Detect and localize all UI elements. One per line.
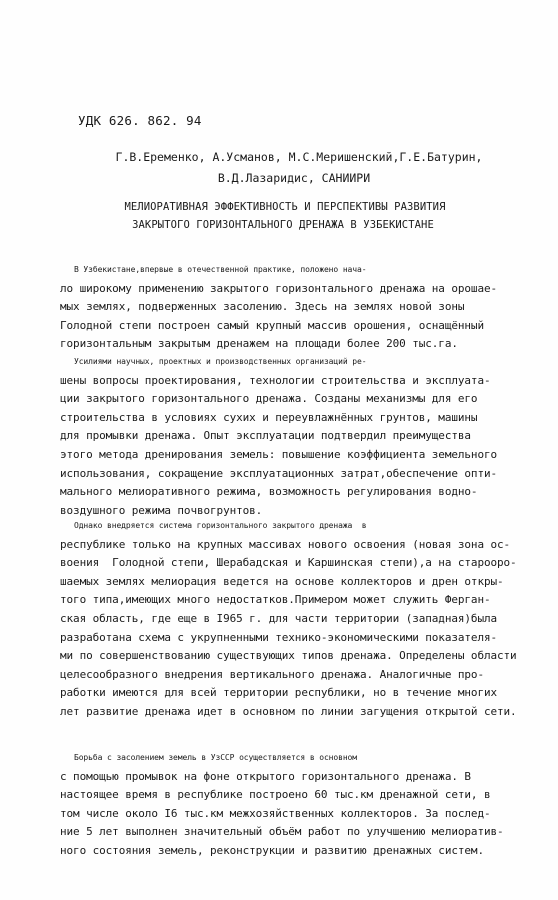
paragraph-line: ние 5 лет выполнен значительный объём работ по улучшению мелиоратив- bbox=[60, 825, 504, 839]
paragraph-4 bbox=[60, 749, 550, 861]
paragraph-line: для промывки дренажа. Опыт эксплуатации подтвердил преимущества bbox=[60, 429, 471, 443]
paragraph-line: использования, сокращение эксплуатационных затрат,обеспечение опти- bbox=[60, 466, 498, 480]
article-title-line-1: МЕЛИОРАТИВНАЯ ЭФФЕКТИВНОСТЬ И ПЕРСПЕКТИВЫ РАЗВИТИЯ bbox=[124, 201, 446, 213]
paragraph-line: мых землях, подверженных засолению. Здесь на землях новой зоны bbox=[60, 300, 465, 314]
paragraph-3 bbox=[60, 517, 550, 722]
paragraph-line: горизонтальным закрытым дренажем на площади более 200 тыс.га. bbox=[60, 337, 458, 351]
paragraph-line: ло широкому применению закрытого горизонтального дренажа на орошае- bbox=[60, 281, 498, 295]
paragraph-line: ская область, где еще в I965 г. для части территории (западная)была bbox=[60, 611, 498, 625]
paragraph-2 bbox=[60, 353, 550, 520]
paragraph-line: строительства в условиях сухих и переувлажнённых грунтов, машины bbox=[60, 410, 478, 424]
paragraph-line: ции закрытого горизонтального дренажа. Созданы механизмы для его bbox=[60, 392, 478, 406]
paragraph-line: Усилиями научных, проектных и производственных организаций ре- bbox=[74, 357, 367, 366]
paragraph-line: Однако внедряется система горизонтального закрытого дренажа в bbox=[74, 521, 367, 530]
paragraph-line: воения Голодной степи, Шерабадская и Каршинская степи),а на староорo- bbox=[60, 556, 517, 570]
paragraph-line: В Узбекистане,впервые в отечественной практике, положено нача- bbox=[74, 265, 367, 274]
authors-line-1: Г.В.Еременко, А.Усманов, М.С.Меришенский,Г.Е.Батурин, bbox=[115, 150, 483, 164]
paragraph-line: целесообразного внедрения вертикального дренажа. Аналогичные про- bbox=[60, 667, 484, 681]
authors-line-2: В.Д.Лазаридис, САНИИРИ bbox=[217, 171, 371, 185]
paragraph-line: ного состояния земель, реконструкции и развитию дренажных систем. bbox=[60, 843, 484, 857]
paragraph-line: том числе около I6 тыс.км межхозяйственных коллекторов. За послед- bbox=[60, 806, 491, 820]
paragraph-line: того типа,имеющих много недостатков.Примером может служить Ферган- bbox=[60, 593, 491, 607]
paragraph-line: шаемых землях мелиорация ведется на основе коллекторов и дрен откры- bbox=[60, 574, 504, 588]
paragraph-line: мального мелиоративного режима, возможность регулирования водно- bbox=[60, 485, 478, 499]
paragraph-line: воздушного режима почвогрунтов. bbox=[60, 503, 263, 517]
paragraph-line: работки имеются для всей территории республики, но в течение многих bbox=[60, 686, 498, 700]
paragraph-line: ми по совершенствованию существующих типов дренажа. Определены области bbox=[60, 649, 517, 663]
paragraph-line: Голодной степи построен самый крупный массив орошения, оснащённый bbox=[60, 318, 484, 332]
paragraph-line: с помощью промывок на фоне открытого горизонтального дренажа. В bbox=[60, 769, 471, 783]
paragraph-line: разработана схема с укрупненными технико-экономическими показателя- bbox=[60, 630, 498, 644]
paragraph-line: Борьба с засолением земель в УзССР осуществляется в основном bbox=[74, 753, 357, 762]
paragraph-1 bbox=[60, 261, 550, 354]
article-title-line-2: ЗАКРЫТОГО ГОРИЗОНТАЛЬНОГО ДРЕНАЖА В УЗБЕКИСТАНЕ bbox=[132, 219, 434, 231]
paragraph-line: этого метода дренирования земель: повышение коэффициента земельного bbox=[60, 447, 498, 461]
udc-code: УДК 626. 862. 94 bbox=[78, 113, 202, 128]
paragraph-line: шены вопросы проектирования, технологии строительства и эксплуата- bbox=[60, 373, 491, 387]
paragraph-line: лет развитие дренажа идет в основном по линии загущения открытой сети. bbox=[60, 704, 517, 718]
paragraph-line: республике только на крупных массивах нового освоения (новая зона ос- bbox=[60, 537, 511, 551]
paragraph-line: настоящее время в республике построено 60 тыс.км дренажной сети, в bbox=[60, 788, 491, 802]
